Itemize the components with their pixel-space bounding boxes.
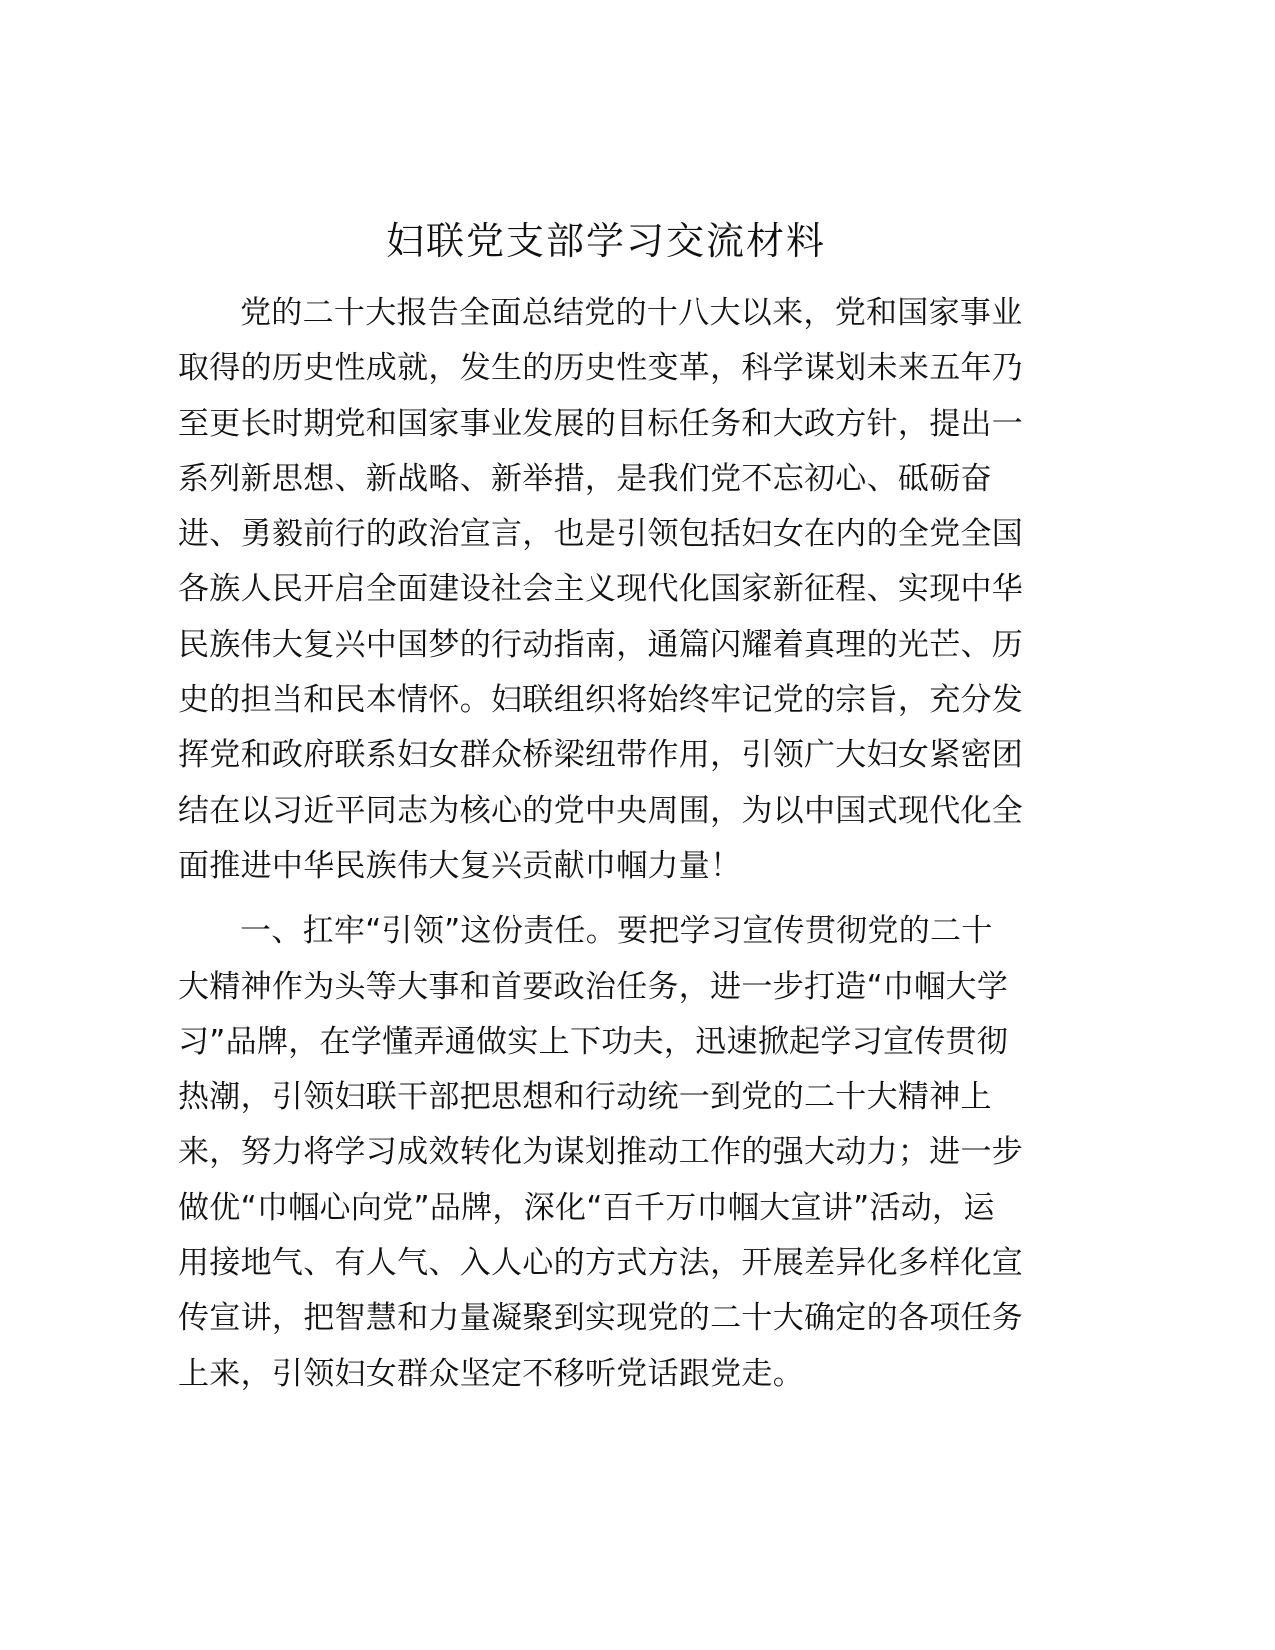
text-line: 党的二十大报告全面总结党的十八大以来，党和国家事业 bbox=[240, 295, 1023, 331]
text-line: 系列新思想、新战略、新举措，是我们党不忘初心、砥砺奋 bbox=[178, 460, 992, 497]
text-line: 热潮，引领妇联干部把思想和行动统一到党的二十大精神上 bbox=[178, 1079, 992, 1116]
text-line: 做优“巾帼心向党”品牌，深化“百千万巾帼大宣讲”活动，运 bbox=[178, 1189, 995, 1226]
text-line: 结在以习近平同志为核心的党中央周围，为以中国式现代化全 bbox=[178, 792, 1024, 829]
document-body bbox=[178, 286, 1038, 1402]
text-line: 用接地气、有人气、入人心的方式方法，开展差异化多样化宣 bbox=[178, 1245, 1024, 1282]
text-line: 取得的历史性成就，发生的历史性变革，科学谋划未来五年乃 bbox=[178, 350, 1024, 387]
text-line: 史的担当和民本情怀。妇联组织将始终牢记党的宗旨，充分发 bbox=[178, 682, 1024, 719]
text-line: 各族人民开启全面建设社会主义现代化国家新征程、实现中华 bbox=[178, 571, 1024, 608]
text-line: 大精神作为头等大事和首要政治任务，进一步打造“巾帼大学 bbox=[178, 968, 1009, 1005]
text-line: 传宣讲，把智慧和力量凝聚到实现党的二十大确定的各项任务 bbox=[178, 1300, 1024, 1337]
document-title: 妇联党支部学习交流材料 bbox=[385, 219, 826, 263]
text-line: 上来，引领妇女群众坚定不移听党话跟党走。 bbox=[178, 1355, 804, 1392]
section-heading-line: 一、扛牢“引领”这份责任。要把学习宣传贯彻党的二十 bbox=[240, 913, 993, 950]
text-line: 面推进中华民族伟大复兴贡献巾帼力量！ bbox=[178, 847, 742, 884]
paragraph-intro bbox=[178, 286, 1038, 894]
text-line: 进、勇毅前行的政治宣言，也是引领包括妇女在内的全党全国 bbox=[178, 516, 1024, 553]
paragraph-section-1 bbox=[178, 904, 1038, 1402]
text-line: 挥党和政府联系妇女群众桥梁纽带作用，引领广大妇女紧密团 bbox=[178, 737, 1024, 774]
text-line: 至更长时期党和国家事业发展的目标任务和大政方针，提出一 bbox=[178, 405, 1024, 442]
text-line: 习”品牌，在学懂弄通做实上下功夫，迅速掀起学习宣传贯彻 bbox=[178, 1023, 1009, 1060]
text-line: 民族伟大复兴中国梦的行动指南，通篇闪耀着真理的光芒、历 bbox=[178, 626, 1024, 663]
text-line: 来，努力将学习成效转化为谋划推动工作的强大动力；进一步 bbox=[178, 1134, 1024, 1171]
